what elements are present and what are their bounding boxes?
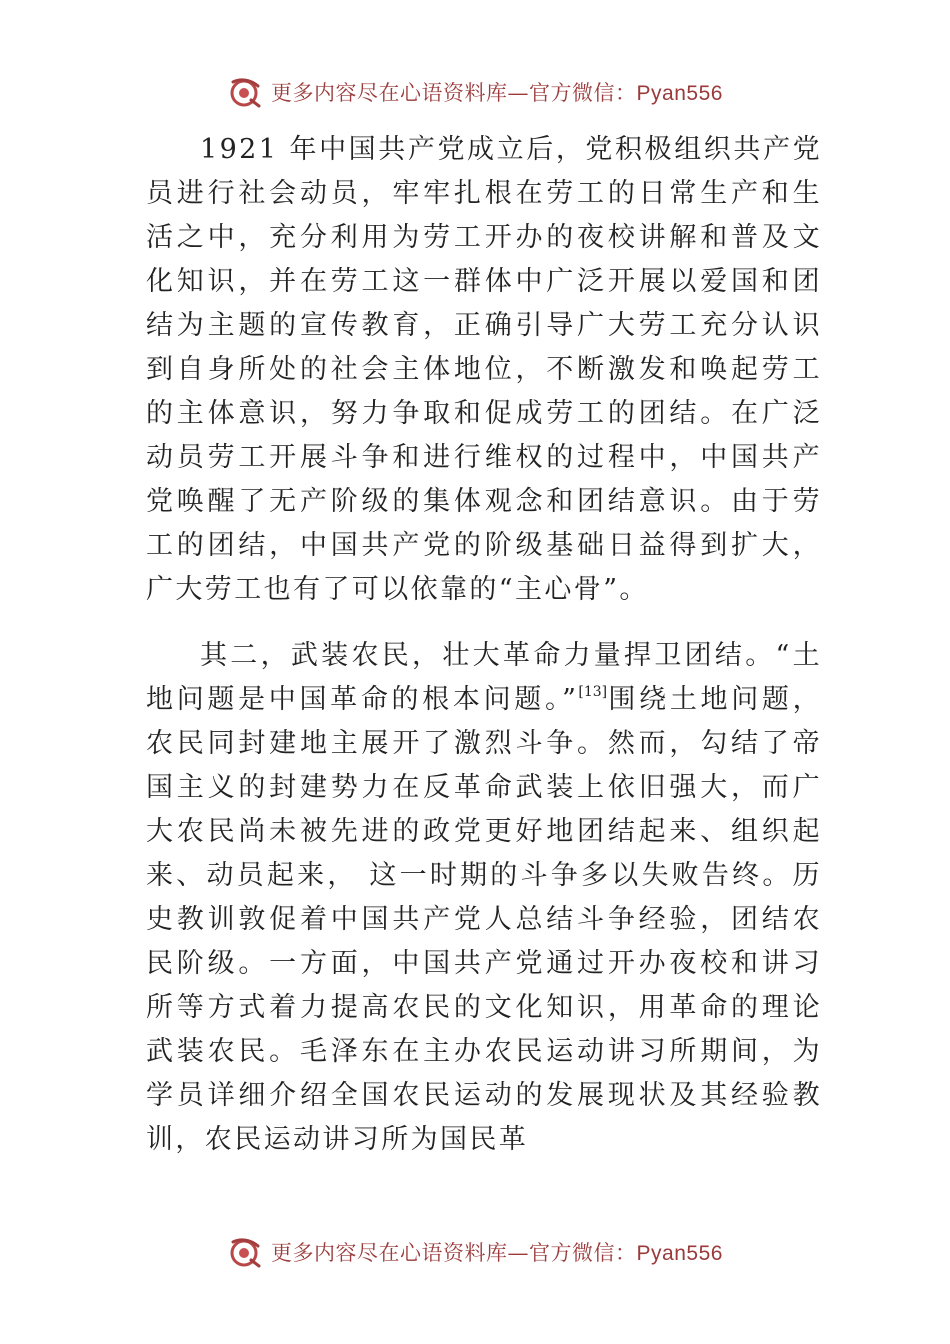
citation-ref-13: [13]	[578, 684, 608, 700]
footer-banner-text: 更多内容尽在心语资料库—官方微信：Pyan556	[271, 1241, 723, 1265]
document-body	[146, 128, 822, 1162]
footer-wechat-id: Pyan556	[636, 1242, 723, 1265]
header-wechat-id: Pyan556	[636, 82, 723, 105]
footer-banner	[0, 1232, 950, 1272]
paragraph-1: 1921 年中国共产党成立后，党积极组织共产党员进行社会动员，牢牢扎根在劳工的日常生产和生活之中，充分利用为劳工开办的夜校讲解和普及文化知识，并在劳工这一群体中广泛开展以爱国和团结为主题的宣传教育，正确引导广大劳工充分认识到自身所处的社会主体地位，不断激发和唤起劳工的主体意识，努力争取和促成劳工的团结。在广泛动员劳工开展斗争和进行维权的过程中，中国共产党唤醒了无产阶级的集体观念和团结意识。由于劳工的团结，中国共产党的阶级基础日益得到扩大，广大劳工也有了可以依靠的“主心骨”。	[146, 134, 822, 605]
header-banner-text: 更多内容尽在心语资料库—官方微信：Pyan556	[271, 81, 723, 105]
header-banner	[0, 72, 950, 112]
paragraph-2: 其二，武装农民，壮大革命力量捍卫团结。“土地问题是中国革命的根本问题。”[13]围绕土地问题，农民同封建地主展开了激烈斗争。然而，勾结了帝国主义的封建势力在反革命武装上依旧强大，而广大农民尚未被先进的政党更好地团结起来、组织起来、动员起来， 这一时期的斗争多以失败告终。历史教训敦促着中国共产党人总结斗争经验，团结农民阶级。一方面，中国共产党通过开办夜校和讲习所等方式着力提高农民的文化知识，用革命的理论武装农民。毛泽东在主办农民运动讲习所期间，为学员详细介绍全国农民运动的发展现状及其经验教训，农民运动讲习所为国民革	[146, 640, 822, 1155]
library-logo-icon	[227, 74, 263, 110]
library-logo-icon	[227, 1234, 263, 1270]
